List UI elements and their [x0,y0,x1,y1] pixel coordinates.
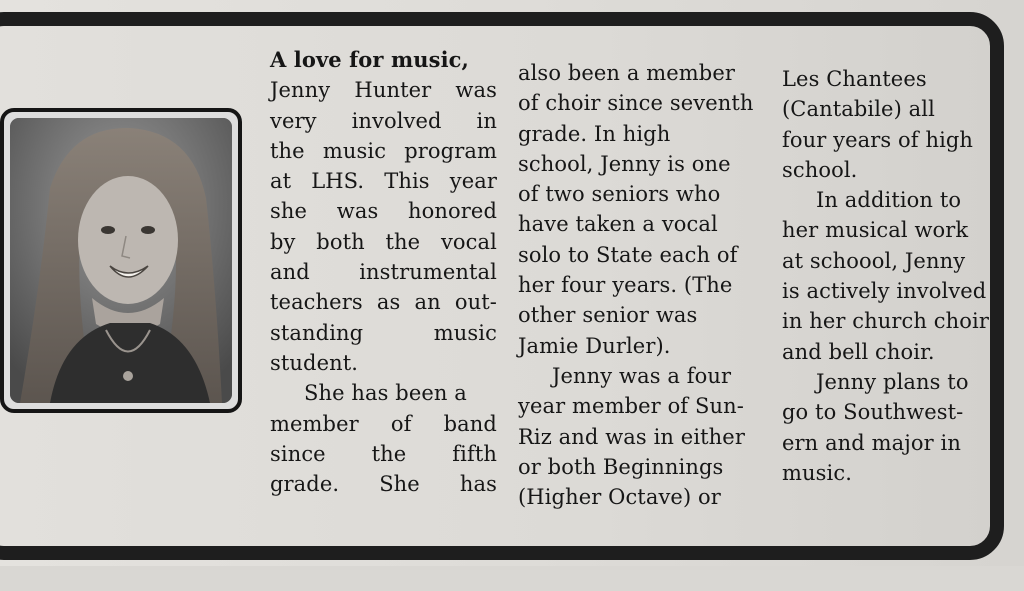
column-line: (Higher Octave) or [518,485,721,510]
column-line: school, Jenny is one [518,151,731,176]
column-line: Jamie Durler). [518,333,671,358]
column-line: also been a member [518,61,735,85]
column-line: Les Chantees [782,67,927,91]
column-line: Riz and was in either [518,424,745,449]
column-line: have taken a vocal [518,212,718,237]
column-line: (Cantabile) all [782,97,935,122]
column-line: and instrumental [270,260,497,285]
article-lead: A love for music, [270,47,469,72]
page-bottom-edge [0,566,1024,591]
column-line: since the fifth [270,441,497,466]
text-column-2 [518,58,776,512]
text-column-1 [270,45,497,499]
column-line: grade. In high [518,121,671,146]
column-line: in her church choir [782,309,989,334]
column-line: and bell choir. [782,339,935,364]
column-line: teachers as an out- [270,290,497,315]
column-line: the music program [270,138,497,163]
column-line: is actively involved [782,279,987,304]
column-line: Jenny Hunter was [270,78,497,103]
column-line: at schoool, Jenny [782,248,966,273]
column-line: Jenny was a four [552,363,732,388]
column-line: school. [782,157,858,182]
column-line: or both Beginnings [518,454,724,479]
column-line: her four years. (The [518,273,733,298]
column-line: ern and major in [782,430,961,455]
portrait-frame [0,108,242,413]
column-line: other senior was [518,303,698,328]
column-line: her musical work [782,218,969,243]
column-line: very involved in [270,108,497,133]
column-line: music. [782,460,852,485]
column-line: by both the vocal [270,229,497,254]
column-line: four years of high [782,127,974,152]
text-column-3 [782,64,994,488]
column-line: solo to State each of [518,242,738,267]
column-line: of choir since seventh [518,91,754,116]
column-line: student. [270,350,359,375]
column-line: She has been a [304,381,467,406]
column-line: In addition to [816,188,962,213]
column-line: of two seniors who [518,182,721,207]
column-line: member of band [270,411,497,436]
column-line: standing music [270,320,497,345]
column-line: year member of Sun- [518,394,744,419]
column-line: at LHS. This year [270,169,497,194]
portrait-image [10,118,232,403]
column-line: grade. She has [270,472,497,497]
column-line: Jenny plans to [816,369,969,394]
column-line: go to Southwest- [782,400,964,425]
portrait-photo [10,118,232,403]
column-line: she was honored [270,199,497,224]
